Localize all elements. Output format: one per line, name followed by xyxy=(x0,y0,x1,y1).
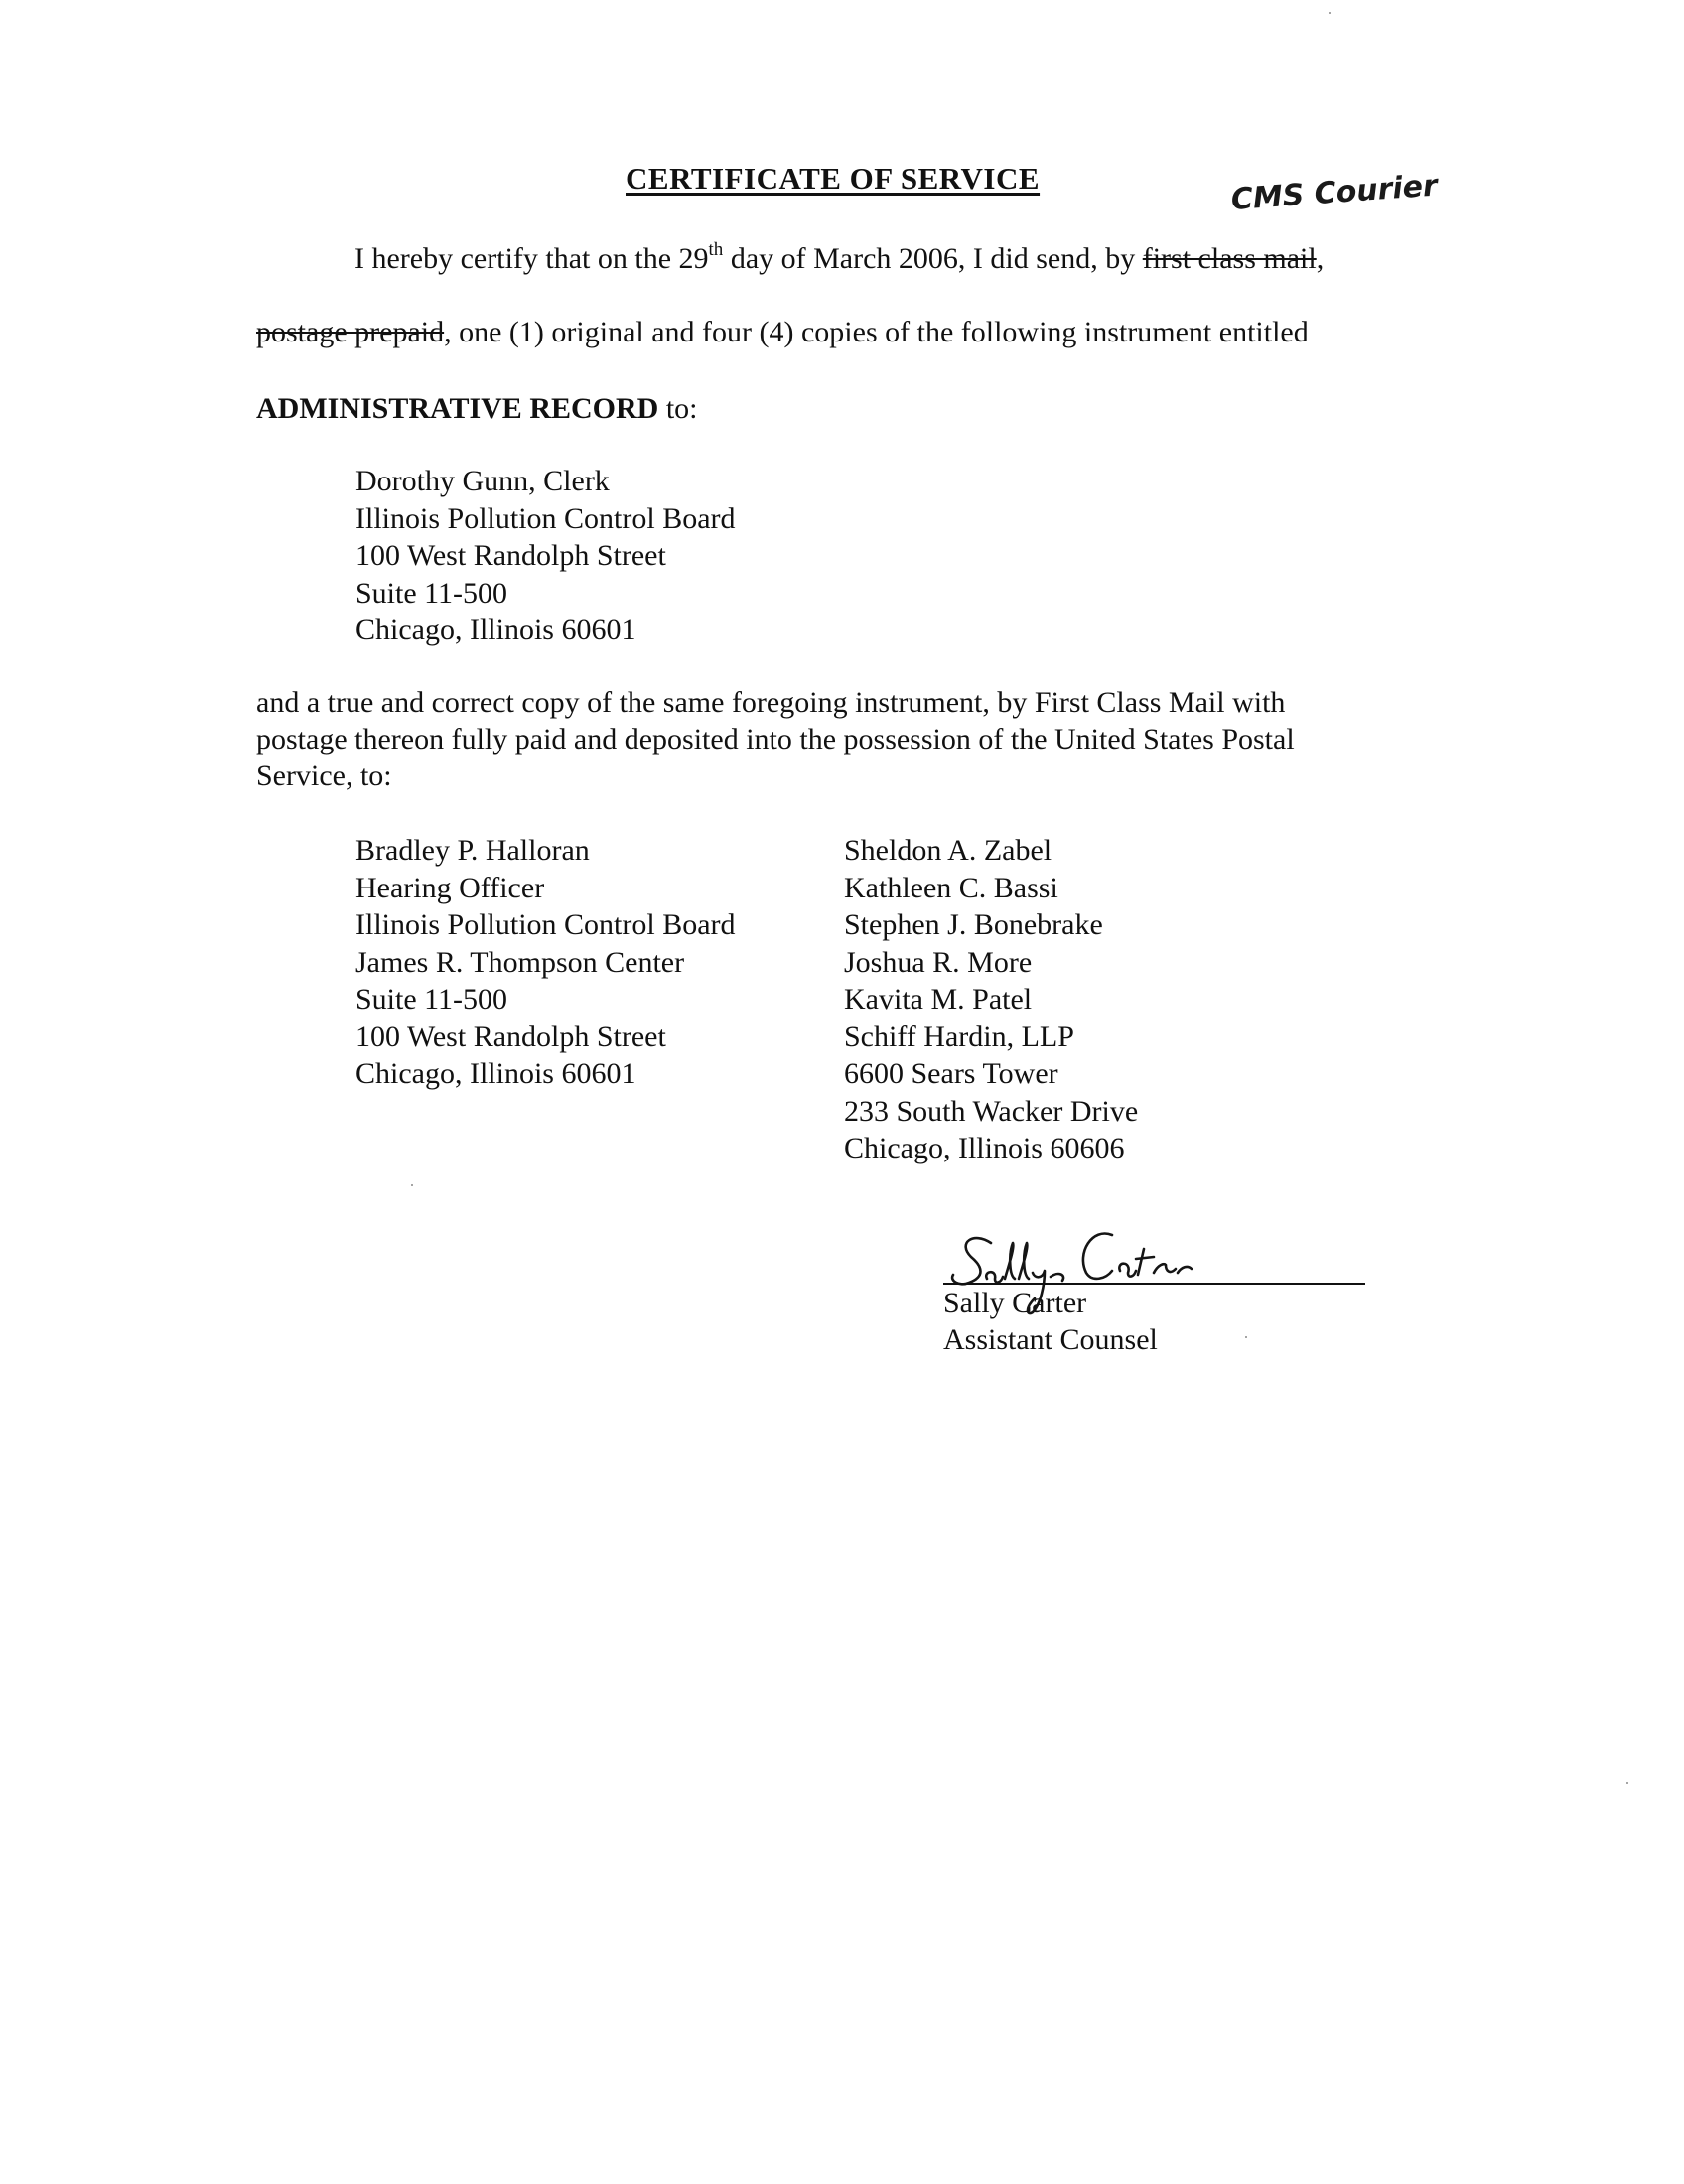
address-line: Illinois Pollution Control Board xyxy=(355,501,736,535)
address-line: Suite 11-500 xyxy=(355,576,508,610)
address-line: 100 West Randolph Street xyxy=(355,1020,666,1053)
struck-text-first-class-mail: first class mail xyxy=(1142,242,1317,275)
certify-line-1: I hereby certify that on the 29th day of March 2006, I did send, by first class mail, xyxy=(354,239,1325,275)
recipient-right-address xyxy=(844,832,1138,1167)
paragraph-line: postage thereon fully paid and deposited into the possession of the United States Postal xyxy=(256,723,1295,755)
recipient-left-address xyxy=(355,832,736,1093)
scan-speck xyxy=(1329,12,1331,14)
address-line: Joshua R. More xyxy=(844,945,1033,979)
address-line: Dorothy Gunn, Clerk xyxy=(355,465,610,497)
scan-speck xyxy=(1626,1782,1628,1784)
address-line: Chicago, Illinois 60606 xyxy=(844,1132,1125,1164)
certify-line-2: postage prepaid, one (1) original and four (4) copies of the following instrument entitled xyxy=(256,316,1309,348)
document-title: CERTIFICATE OF SERVICE xyxy=(626,161,1041,196)
address-line: Chicago, Illinois 60601 xyxy=(355,614,636,646)
primary-recipient-address xyxy=(355,463,736,649)
address-line: Chicago, Illinois 60601 xyxy=(355,1057,636,1090)
address-line: Schiff Hardin, LLP xyxy=(844,1020,1074,1053)
handwritten-annotation: CMS Courier xyxy=(1229,168,1439,217)
paragraph-line: Service, to: xyxy=(256,759,392,792)
address-line: Suite 11-500 xyxy=(355,983,508,1016)
struck-text-postage-prepaid: postage prepaid xyxy=(256,316,445,348)
signer-position: Assistant Counsel xyxy=(943,1323,1158,1356)
address-line: Stephen J. Bonebrake xyxy=(844,908,1103,941)
signer-name: Sally Carter xyxy=(943,1287,1087,1319)
address-line: 6600 Sears Tower xyxy=(844,1057,1058,1090)
address-line: James R. Thompson Center xyxy=(355,945,685,979)
scan-speck xyxy=(1245,1336,1247,1338)
address-line: Illinois Pollution Control Board xyxy=(355,908,736,941)
instrument-title: ADMINISTRATIVE RECORD xyxy=(256,392,659,425)
address-line: Hearing Officer xyxy=(355,871,545,904)
paragraph-line: and a true and correct copy of the same foregoing instrument, by First Class Mail with xyxy=(256,686,1286,719)
address-line: Bradley P. Halloran xyxy=(355,834,590,867)
address-line: Kathleen C. Bassi xyxy=(844,871,1058,904)
certify-line-3: ADMINISTRATIVE RECORD to: xyxy=(256,392,698,425)
address-line: Sheldon A. Zabel xyxy=(844,834,1052,867)
scan-speck xyxy=(411,1184,413,1186)
address-line: Kavita M. Patel xyxy=(844,983,1033,1016)
signer-block xyxy=(943,1285,1158,1358)
address-line: 233 South Wacker Drive xyxy=(844,1094,1139,1128)
service-paragraph xyxy=(256,684,1448,794)
address-line: 100 West Randolph Street xyxy=(355,539,666,572)
